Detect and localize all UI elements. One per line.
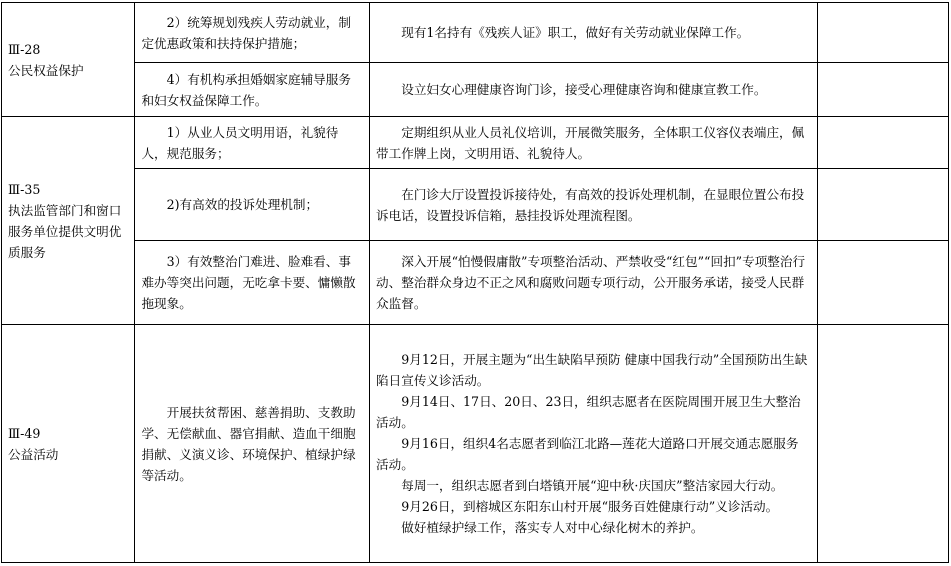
activity-line: 9月26日，到榕城区东阳东山村开展“服务百姓健康行动”义诊活动。 (401, 499, 779, 514)
item-title: 执法监管部门和窗口服务单位提供文明优质服务 (8, 202, 122, 260)
measure-cell: 3）有效整治门难进、脸难看、事难办等突出问题，无吃拿卡要、慵懒散拖现象。 (135, 241, 370, 325)
table-row (2, 117, 949, 169)
result-cell: 定期组织从业人员礼仪培训，开展微笑服务，全体职工仪容仪表端庄，佩带工作牌上岗，文明用语、礼貌待人。 (370, 117, 818, 169)
table-row (2, 169, 949, 241)
table-row (2, 241, 949, 325)
activity-line: 每周一，组织志愿者到白塔镇开展“迎中秋·庆国庆”整洁家园大行动。 (401, 478, 784, 493)
item-cell-iii-49 (2, 325, 135, 563)
note-cell (817, 63, 948, 117)
item-cell-iii-35 (2, 117, 135, 325)
measure-cell: 2）统筹规划残疾人劳动就业，制定优惠政策和扶持保护措施； (135, 3, 370, 63)
item-code: Ⅲ-49 (8, 425, 41, 441)
table-row (2, 63, 949, 117)
item-title: 公民权益保护 (8, 62, 84, 78)
item-cell-iii-28 (2, 3, 135, 117)
item-code: Ⅲ-35 (8, 181, 41, 197)
result-cell: 现有1名持有《残疾人证》职工，做好有关劳动就业保障工作。 (370, 3, 818, 63)
result-cell: 在门诊大厅设置投诉接待处，有高效的投诉处理机制，在显眼位置公布投诉电话，设置投诉信箱，悬挂投诉处理流程图。 (370, 169, 818, 241)
note-cell (817, 117, 948, 169)
activity-line: 9月16日，组织4名志愿者到临江北路—莲花大道路口开展交通志愿服务活动。 (376, 436, 799, 472)
activity-line: 9月14日、17日、20日、23日，组织志愿者在医院周围开展卫生大整治活动。 (376, 394, 801, 430)
item-title: 公益活动 (8, 446, 59, 462)
measure-cell: 1）从业人员文明用语，礼貌待人，规范服务； (135, 117, 370, 169)
activity-line: 9月12日，开展主题为“出生缺陷早预防 健康中国我行动”全国预防出生缺陷日宣传义诊活动。 (376, 352, 808, 388)
result-cell: 深入开展“怕慢假庸散”专项整治活动、严禁收受“红包”“回扣”专项整治行动、整治群众身边不正之风和腐败问题专项行动，公开服务承诺，接受人民群众监督。 (370, 241, 818, 325)
measure-cell: 4）有机构承担婚姻家庭辅导服务和妇女权益保障工作。 (135, 63, 370, 117)
activity-line: 做好植绿护绿工作，落实专人对中心绿化树木的养护。 (401, 520, 704, 535)
assessment-table (1, 2, 949, 563)
note-cell (817, 3, 948, 63)
item-code: Ⅲ-28 (8, 41, 41, 57)
measure-cell: 开展扶贫帮困、慈善捐助、支教助学、无偿献血、器官捐献、造血干细胞捐献、义演义诊、环境保护、植绿护绿等活动。 (135, 325, 370, 563)
table-row (2, 325, 949, 563)
measure-cell: 2)有高效的投诉处理机制； (135, 169, 370, 241)
result-cell (370, 325, 818, 563)
table-row (2, 3, 949, 63)
note-cell (817, 241, 948, 325)
result-cell: 设立妇女心理健康咨询门诊，接受心理健康咨询和健康宣教工作。 (370, 63, 818, 117)
note-cell (817, 325, 948, 563)
note-cell (817, 169, 948, 241)
